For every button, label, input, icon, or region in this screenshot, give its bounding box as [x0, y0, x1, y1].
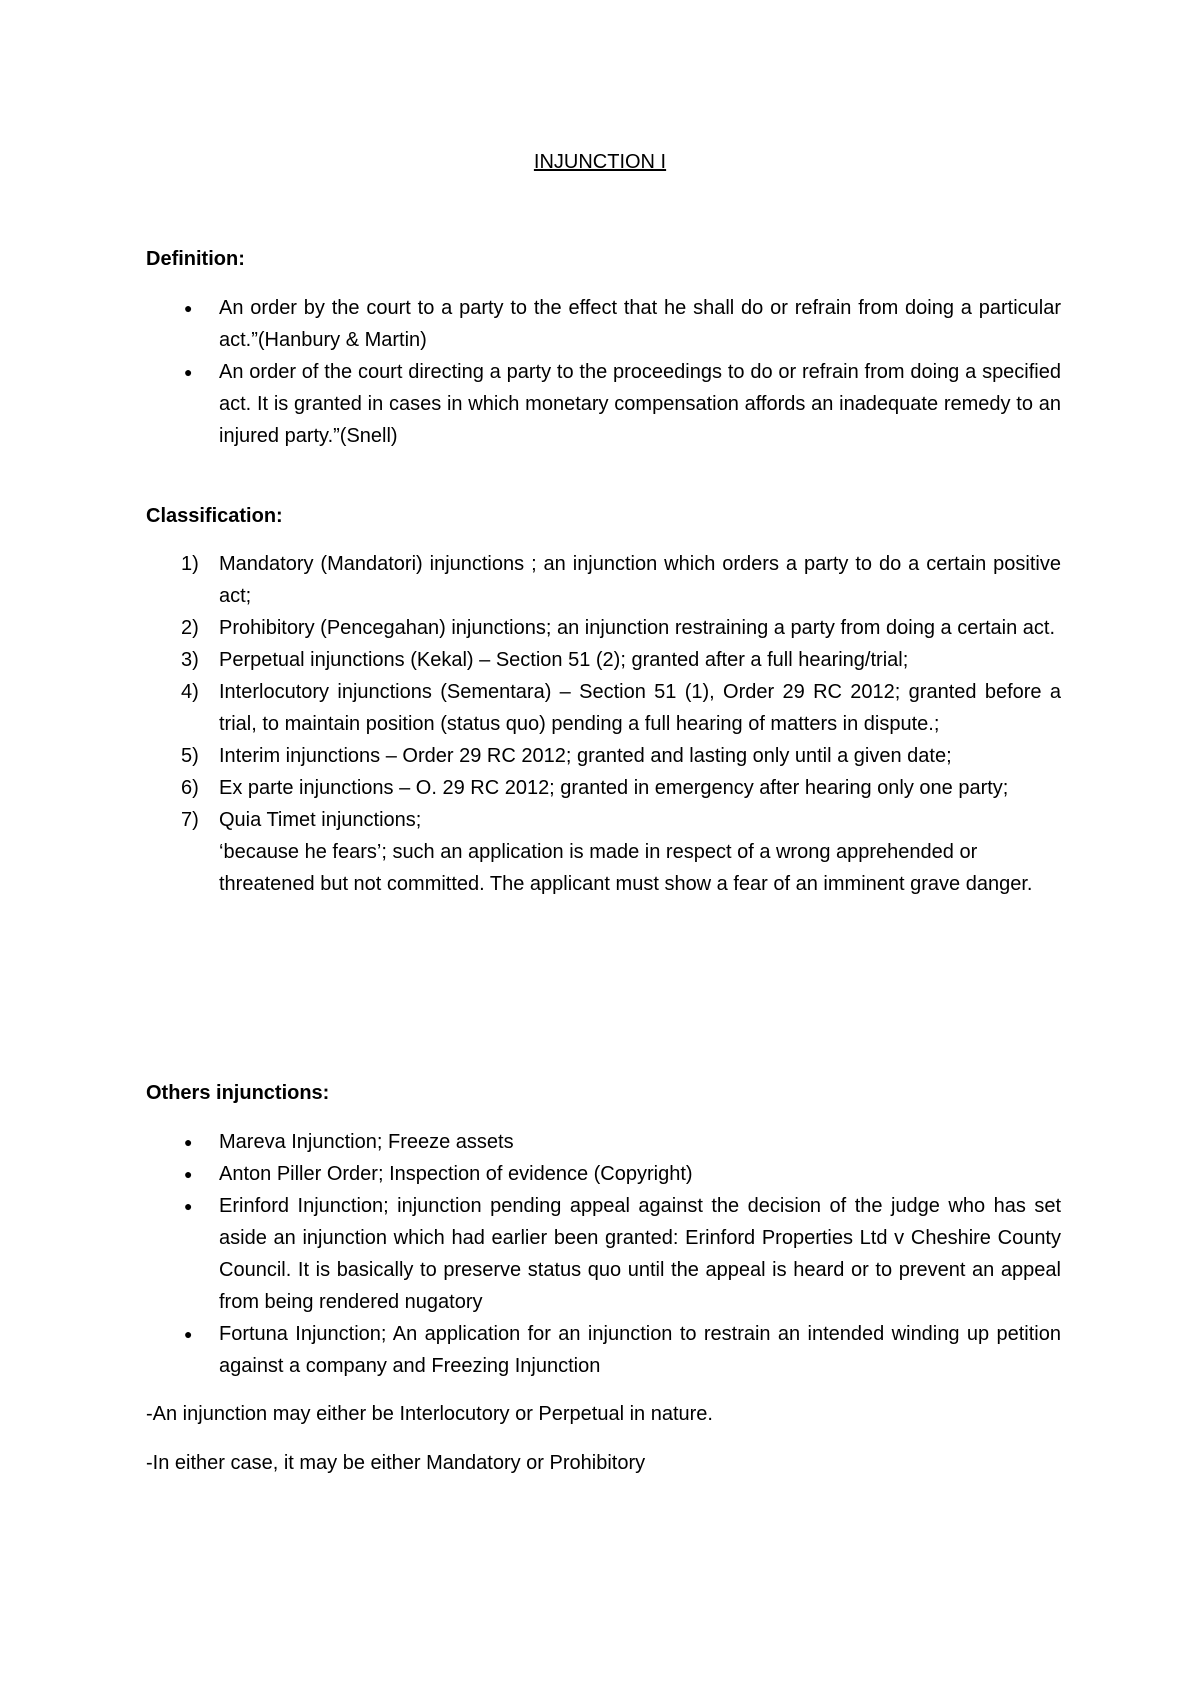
classification-item-text: Quia Timet injunctions;	[219, 809, 422, 831]
bullet-icon: ●	[184, 364, 193, 380]
classification-list	[0, 548, 1200, 900]
list-item	[0, 1318, 1061, 1382]
list-item	[0, 1190, 1061, 1318]
classification-heading: Classification:	[146, 505, 283, 527]
classification-item-extra: ‘because he fears’; such an application is made in respect of a wrong apprehended or threatened but not committed. The applicant must show a fear of an imminent grave danger.	[219, 841, 1033, 895]
bullet-icon: ●	[184, 1326, 193, 1342]
list-item	[0, 548, 1061, 612]
others-item-text: Erinford Injunction; injunction pending appeal against the decision of the judge who has set aside an injunction which had earlier been granted: Erinford Properties Ltd v Cheshire County Council. It is basically to preserve status quo until the appeal is heard or to prevent an appeal from being rendered nugatory	[219, 1195, 1061, 1313]
list-number: 2)	[181, 617, 199, 639]
others-item-text: Anton Piller Order; Inspection of evidence (Copyright)	[219, 1163, 693, 1185]
definition-heading: Definition:	[146, 248, 245, 270]
list-item	[0, 804, 1061, 900]
list-item	[0, 644, 1061, 676]
list-item	[0, 356, 1061, 452]
bullet-icon: ●	[184, 300, 193, 316]
definition-list	[0, 292, 1200, 452]
note-paragraph: -An injunction may either be Interlocutory or Perpetual in nature.	[146, 1403, 713, 1425]
classification-item-text: Prohibitory (Pencegahan) injunctions; an injunction restraining a party from doing a certain act.	[219, 617, 1056, 639]
list-item	[0, 612, 1061, 644]
list-number: 5)	[181, 745, 199, 767]
list-number: 7)	[181, 809, 199, 831]
classification-item-text: Mandatory (Mandatori) injunctions ; an injunction which orders a party to do a certain positive act;	[219, 553, 1061, 607]
classification-item-text: Ex parte injunctions – O. 29 RC 2012; granted in emergency after hearing only one party;	[219, 777, 1009, 799]
classification-item-text: Interim injunctions – Order 29 RC 2012; granted and lasting only until a given date;	[219, 745, 952, 767]
list-item	[0, 292, 1061, 356]
definition-item-text: An order of the court directing a party to the proceedings to do or refrain from doing a specified act. It is granted in cases in which monetary compensation affords an inadequate remedy to an injured party.”(Snell)	[219, 361, 1061, 447]
classification-item-text: Interlocutory injunctions (Sementara) – Section 51 (1), Order 29 RC 2012; granted before a trial, to maintain position (status quo) pending a full hearing of matters in dispute.;	[219, 681, 1061, 735]
others-heading: Others injunctions:	[146, 1082, 330, 1104]
list-item	[0, 772, 1061, 804]
bullet-icon: ●	[184, 1166, 193, 1182]
bullet-icon: ●	[184, 1134, 193, 1150]
list-number: 6)	[181, 777, 199, 799]
list-number: 3)	[181, 649, 199, 671]
others-list	[0, 1126, 1200, 1382]
note-paragraph: -In either case, it may be either Mandatory or Prohibitory	[146, 1452, 646, 1474]
list-item	[0, 740, 1061, 772]
others-item-text: Fortuna Injunction; An application for an injunction to restrain an intended winding up petition against a company and Freezing Injunction	[219, 1323, 1061, 1377]
list-item	[0, 1126, 1061, 1158]
list-number: 4)	[181, 681, 199, 703]
classification-item-text: Perpetual injunctions (Kekal) – Section 51 (2); granted after a full hearing/trial;	[219, 649, 909, 671]
document-title: INJUNCTION I	[533, 151, 667, 173]
definition-item-text: An order by the court to a party to the effect that he shall do or refrain from doing a particular act.”(Hanbury & Martin)	[219, 297, 1061, 351]
bullet-icon: ●	[184, 1198, 193, 1214]
list-item	[0, 1158, 1061, 1190]
list-number: 1)	[181, 553, 199, 575]
list-item	[0, 676, 1061, 740]
others-item-text: Mareva Injunction; Freeze assets	[219, 1131, 514, 1153]
